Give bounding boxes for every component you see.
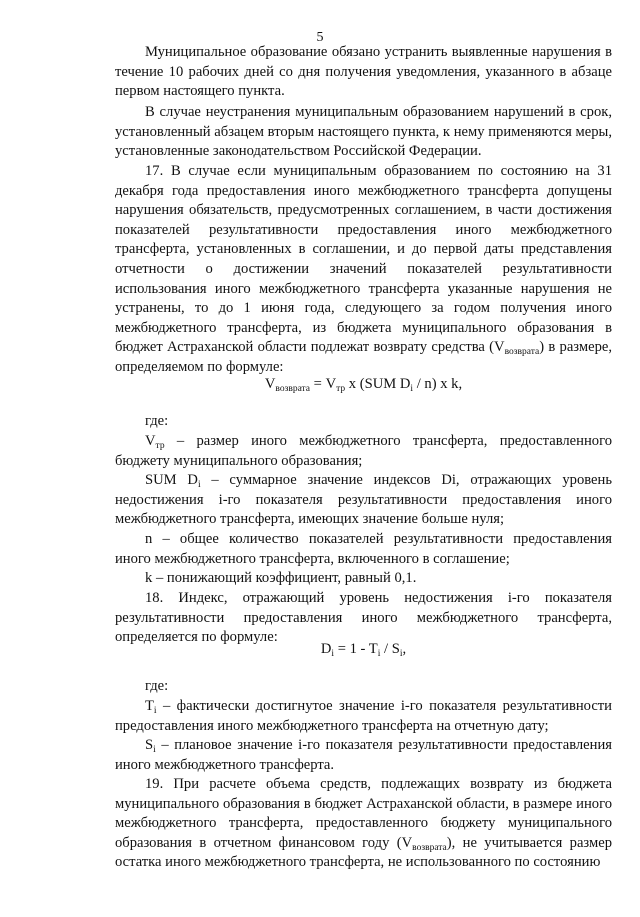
formula-index-di: $D_i = 1 - T_i / S_i$, (320, 641, 407, 659)
paragraph-non-compliance: В случае неустранения муниципальным образованием нарушений в срок, установленный абзацем вторым настоящего пункта, к нему применяются меры, установленные законодательством Российской Федерации. (115, 104, 612, 160)
definition-vtr: $V_{тр}$ – размер иного межбюджетного трансферта, предоставленного бюджету муниципального образования; (115, 433, 612, 469)
subscript-vozvrata-2: возврата (412, 842, 447, 853)
definition-k: k – понижающий коэффициент, равный 0,1. (145, 570, 417, 586)
paragraph-17: 17. В случае если муниципальным образованием по состоянию на 31 декабря года предоставления иного межбюджетного трансферта допущены нарушения обязательств, предусмотренных соглашением, в части достижения показателей результативности предоставления иного межбюджетного трансферта, установленных в соглашении, и до первой даты представления отчетности о достижении значений показателей результативности использования иного межбюджетного трансферта указанные нарушения не устранены, то до 1 июня года, следующего за годом получения иного межбюджетного трансферта, из бюджета муниципального образования в бюджет Астраханской области подлежат возврату средства $(V_{возврата})$ в размере, определяемом по формуле: (115, 163, 612, 375)
definition-ti: $T_i$ – фактически достигнутое значение i-го показателя результативности предоставления иного межбюджетного трансферта на отчетную дату; (115, 698, 612, 734)
where-label-2: где: (145, 678, 169, 694)
paragraph-19: 19. При расчете объема средств, подлежащих возврату из бюджета муниципального образования в бюджет Астраханской области, в размере иного межбюджетного трансферта, предоставленного бюджету муниципального образования в отчетном финансовом году $(V_{возврата})$, не учитывается размер остатка иного межбюджетного трансферта, не использованного по состоянию (115, 776, 612, 871)
subscript-vozvrata: возврата (504, 347, 540, 358)
definition-si: $S_i$ – плановое значение i-го показателя результативности предоставления иного межбюджетного трансферта. (115, 737, 612, 773)
paragraph-18: 18. Индекс, отражающий уровень недостижения i-го показателя результативности предоставления иного межбюджетного трансферта, определяется по формуле: (115, 590, 612, 646)
page-number: 5 (316, 30, 324, 45)
formula-refund-volume: $V_{возврата} = V_{тр}$ x (SUM $D_i / n$) x k, (264, 376, 463, 394)
paragraph-deadline: Муниципальное образование обязано устранить выявленные нарушения в течение 10 рабочих дней со дня получения уведомления, указанного в абзаце первом настоящего пункта. (115, 44, 612, 100)
where-label-1: где: (145, 413, 169, 429)
definition-n: n – общее количество показателей результативности предоставления иного межбюджетного трансферта, включенного в соглашение; (115, 531, 612, 567)
definition-sum-di: SUM $D_i$ – суммарное значение индексов Di, отражающих уровень недостижения i-го показателя результативности предоставления иного межбюджетного трансферта, имеющих значение больше нуля; (115, 472, 612, 528)
